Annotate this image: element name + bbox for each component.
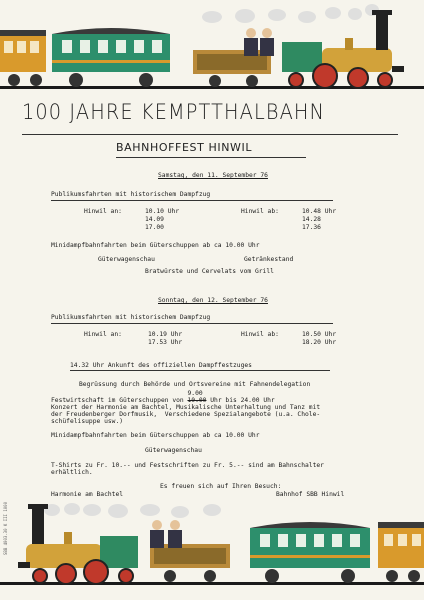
festival-tavern-text-a: Festwirtschaft im Güterschuppen von (51, 397, 184, 404)
sunday-date: Sonntag, den 12. September 76 (158, 297, 268, 304)
saturday-mini-rides: Minidampfbahnfahrten beim Güterschuppen ab ca 10.00 Uhr (51, 242, 260, 249)
signature-bahnhof: Bahnhof SBB Hinwil (276, 491, 345, 498)
tshirt-info-line-1: T-Shirts zu Fr. 10.-- und Festschriften zu Fr. 5.-- sind am Bahnschalter (51, 462, 324, 469)
signature-harmonie: Harmonie am Bachtel (51, 491, 124, 498)
sunday-departure-time-1: 10.50 Uhr (302, 331, 337, 338)
bottom-green-coach (250, 522, 370, 583)
bottom-train-illustration (0, 500, 424, 598)
sunday-wagon-show: Güterwagenschau (145, 447, 202, 454)
bottom-orange-coach (378, 522, 424, 582)
festival-tavern-struck-time (187, 390, 207, 404)
saturday-heading: Publikumsfahrten mit historischem Dampfzug (51, 191, 211, 198)
saturday-departure-time-2: 14.28 (302, 216, 321, 223)
orange-coach (0, 30, 46, 86)
sunday-concert-line-3: schüfelisuppe usw.) (51, 418, 124, 425)
steam-locomotive (282, 10, 404, 88)
page-subtitle: BAHNHOFFEST HINWIL (116, 141, 253, 154)
subtitle-divider (116, 157, 306, 158)
steam-clouds (202, 4, 379, 23)
sunday-departure-time-2: 18.20 Uhr (302, 339, 337, 346)
saturday-grill: Bratwürste und Cervelats vom Grill (145, 268, 274, 275)
corrected-time: 9.00 (187, 390, 203, 397)
sunday-arrival-time-1: 10.19 Uhr (148, 331, 183, 338)
saturday-heading-rule (51, 200, 333, 201)
bottom-steam-clouds (44, 503, 221, 518)
festival-tavern-text-b: Uhr bis 24.00 Uhr (210, 397, 275, 404)
saturday-departure-time-3: 17.36 (302, 224, 321, 231)
struck-time: 10.00 (187, 397, 207, 404)
saturday-wagon-show: Güterwagenschau (98, 256, 155, 263)
green-coach (52, 28, 170, 87)
brake-van (193, 28, 274, 87)
saturday-drinks-stand: Getränkestand (244, 256, 294, 263)
side-print-code: SBB 4003.30 K III 1000 (3, 502, 8, 555)
tshirt-info-line-2: erhältlich. (51, 469, 93, 476)
saturday-arrival-time-1: 10.10 Uhr (145, 208, 180, 215)
sunday-arrival-label: Hinwil an: (84, 331, 122, 338)
sunday-heading-rule (51, 323, 333, 324)
saturday-departure-label: Hinwil ab: (241, 208, 279, 215)
saturday-date: Samstag, den 11. September 76 (158, 172, 268, 179)
sunday-parade-arrival: 14.32 Uhr Ankunft des offiziellen Dampffestzuges (70, 362, 252, 369)
closing-line: Es freuen sich auf Ihren Besuch: (160, 483, 282, 490)
saturday-arrival-label: Hinwil an: (84, 208, 122, 215)
sunday-departure-label: Hinwil ab: (241, 331, 279, 338)
sunday-concert-line-1: Konzert der Harmonie am Bachtel, Musikalische Unterhaltung und Tanz mit (51, 404, 321, 411)
page-title: 100 JAHRE KEMPTTHALBAHN (22, 100, 326, 124)
sunday-greeting: Begrüssung durch Behörde und Ortsvereine mit Fahnendelegation (79, 381, 311, 388)
saturday-arrival-time-3: 17.00 (145, 224, 164, 231)
sunday-heading: Publikumsfahrten mit historischem Dampfzug (51, 314, 211, 321)
bottom-brake-van (150, 520, 230, 582)
saturday-arrival-time-2: 14.09 (145, 216, 164, 223)
sunday-mini-rides: Minidampfbahnfahrten beim Güterschuppen ab ca 10.00 Uhr (51, 432, 260, 439)
saturday-departure-time-1: 10.48 Uhr (302, 208, 337, 215)
sunday-concert-line-2: der Freudenberger Dorfmusik, Verschiedene Spezialangebote (u.a. Chole- (51, 411, 321, 418)
sunday-arrival-rule (70, 370, 330, 371)
title-divider (22, 134, 398, 135)
top-train-illustration (0, 0, 424, 98)
sunday-arrival-time-2: 17.53 Uhr (148, 339, 183, 346)
